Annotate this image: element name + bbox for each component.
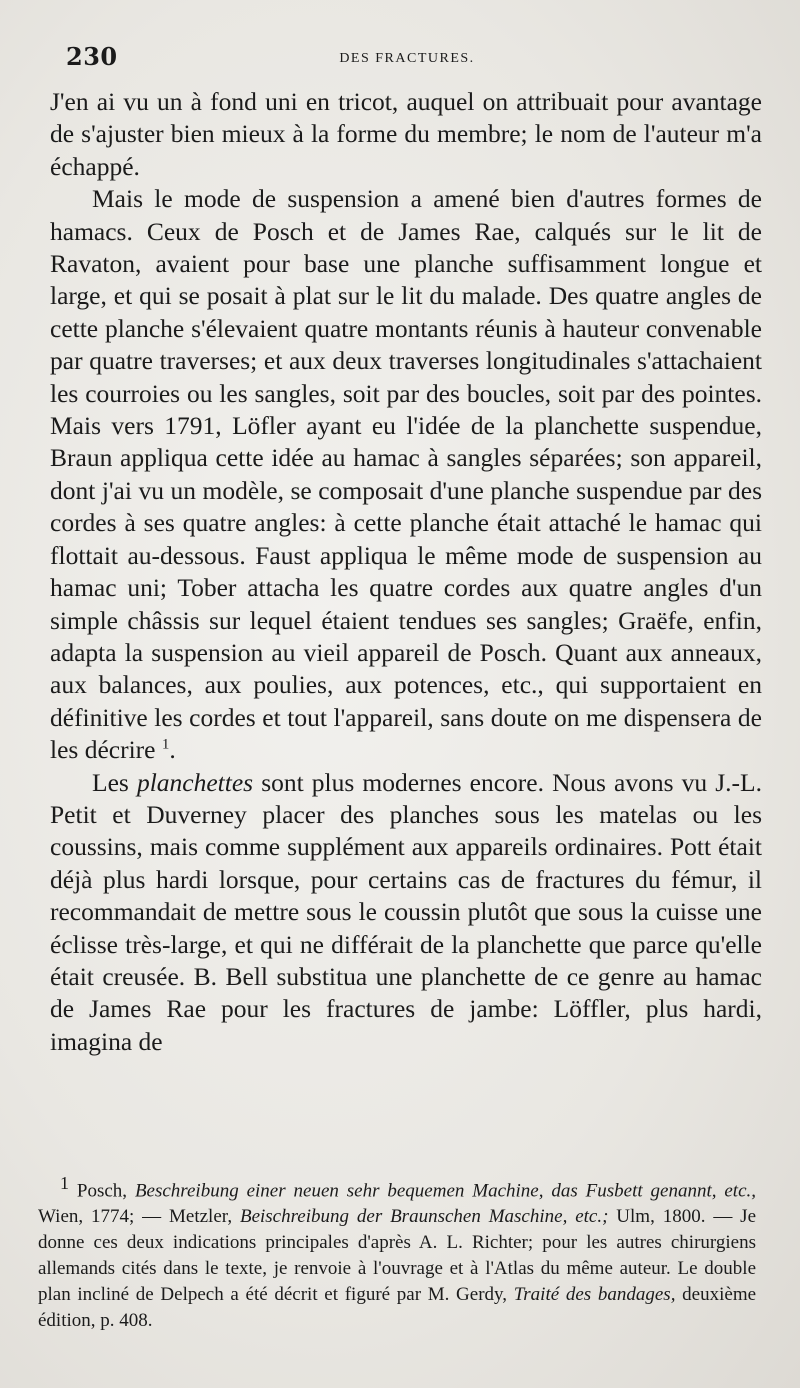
paragraph-3-italic: planchettes bbox=[136, 767, 254, 797]
footnote-title-1: Beschreibung einer neuen sehr bequemen Machine, das Fusbett genannt, etc., bbox=[134, 1180, 757, 1202]
paragraph-2-end: . bbox=[169, 735, 176, 765]
paragraph-3-text: sont plus modernes encore. Nous avons vu J.-L. Petit et Duverney placer des planches sous les matelas ou les coussins, mais comme supplément aux appareils ordinaires. Pott était déjà plus hardi lorsque, pour certains cas de fractures du fémur, il recommandait de mettre sous le coussin plutôt que sous la cuisse une éclisse très-large, et qui ne différait de la planchette que parce qu'elle était creusée. B. Bell substitua une planchette de ce genre au hamac de James Rae pour les fractures de jambe: Löffler, plus hardi, imagina de bbox=[50, 767, 762, 1056]
page-header bbox=[62, 38, 752, 71]
page-number: 230 bbox=[66, 42, 118, 71]
footnote-reference: 1 bbox=[161, 736, 170, 753]
running-head: DES FRACTURES. bbox=[339, 51, 475, 66]
paragraph-2 bbox=[50, 183, 762, 766]
paragraph-3-lead: Les bbox=[92, 767, 129, 797]
paragraph-2-text: Mais le mode de suspension a amené bien d'autres formes de hamacs. Ceux de Posch et de James Rae, calqués sur le lit de Ravaton, avaient pour base une planche suffisamment longue et large, et qui se posait à plat sur le lit du malade. Des quatre angles de cette planche s'élevaient quatre montants réunis à hauteur convenable par quatre traverses; et aux deux traverses longitudinales s'attachaient les courroies ou les sangles, soit par des boucles, soit par des pointes. Mais vers 1791, Löfler ayant eu l'idée de la planchette suspendue, Braun appliqua cette idée au hamac à sangles séparées; son appareil, dont j'ai vu un modèle, se composait d'une planche suspendue par des cordes à ses quatre angles: à cette planche était attaché le hamac qui flottait au-dessous. Faust appliqua le même mode de suspension au hamac uni; Tober attacha les quatre cordes aux quatre angles d'un simple châssis sur lequel étaient tendues ses sangles; Graëfe, enfin, adapta la suspension au vieil appareil de Posch. Quant aux anneaux, aux balances, aux poulies, aux potences, etc., qui supportaient en définitive les cordes et tout l'appareil, sans doute on me dispensera de les décrire bbox=[50, 184, 762, 765]
footnote-title-3: Traité des bandages, bbox=[513, 1284, 676, 1306]
footnote-marker: 1 bbox=[60, 1173, 69, 1193]
footnote-title-2: Beischreibung der Braunschen Maschine, etc.; bbox=[239, 1206, 609, 1228]
paragraph-1: J'en ai vu un à fond uni en tricot, auquel on attribuait pour avantage de s'ajuster bien mieux à la forme du membre; le nom de l'auteur m'a échappé. bbox=[50, 87, 762, 181]
footnote-text-1: Wien, 1774; — Metzler, bbox=[38, 1206, 233, 1228]
main-text bbox=[50, 86, 762, 1058]
footnote-text-3: deuxième édition, p. 408. bbox=[38, 1284, 757, 1332]
footnotes bbox=[38, 1170, 756, 1334]
footnote-text-2: Ulm, 1800. — Je donne ces deux indications principales d'après A. L. Richter; pour les autres chirurgiens allemands cités dans le texte, je renvoie à l'ouvrage et à l'Atlas du même auteur. Le double plan incliné de Delpech a été décrit et figuré par M. Gerdy, bbox=[38, 1206, 757, 1306]
footnote-author: Posch, bbox=[76, 1180, 128, 1202]
paragraph-3 bbox=[50, 767, 762, 1059]
footnote-1 bbox=[38, 1170, 756, 1334]
